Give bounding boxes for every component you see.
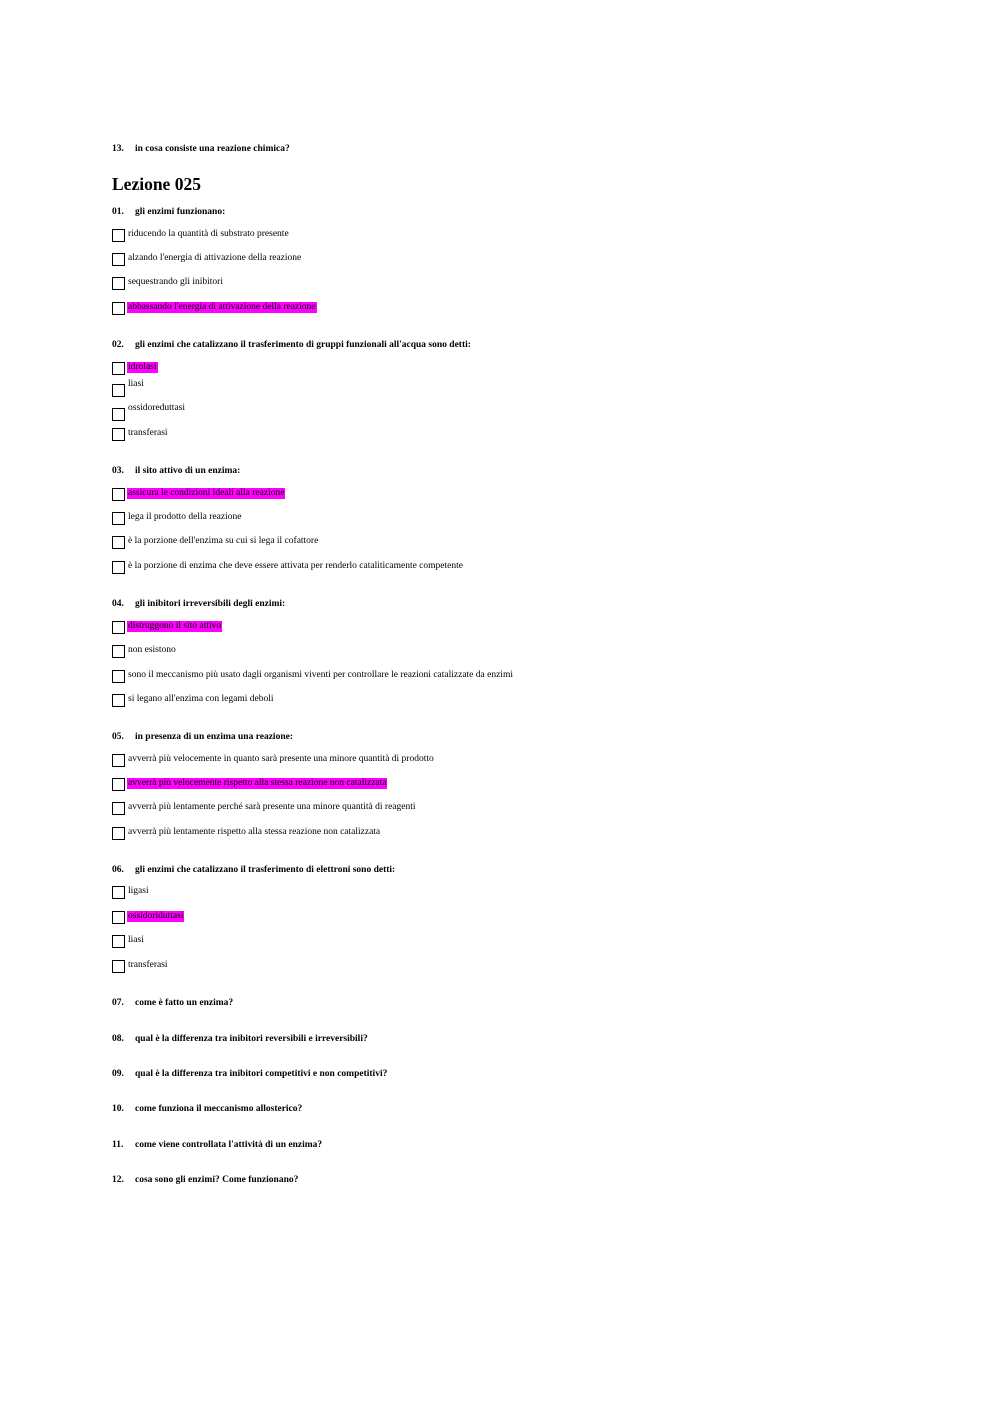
open-question: [112, 998, 233, 1008]
answer-checkbox[interactable]: [112, 512, 125, 525]
answer-text: è la porzione di enzima che deve essere attivata per renderlo cataliticamente competente: [128, 561, 463, 571]
answer-checkbox[interactable]: [112, 670, 125, 683]
answer-checkbox[interactable]: [112, 302, 125, 315]
answer-text-highlighted: avverrà più velocemente rispetto alla stessa reazione non catalizzata: [128, 778, 387, 788]
answer-text: lega il prodotto della reazione: [128, 512, 242, 522]
answer-text-highlighted: assicura le condizioni ideali alla reazione: [128, 488, 285, 498]
answer-checkbox[interactable]: [112, 277, 125, 290]
question-text: come è fatto un enzima?: [135, 998, 234, 1008]
answer-checkbox[interactable]: [112, 229, 125, 242]
question-number: 10.: [112, 1104, 124, 1114]
answer-checkbox[interactable]: [112, 802, 125, 815]
answer-checkbox[interactable]: [112, 960, 125, 973]
answer-checkbox[interactable]: [112, 408, 125, 421]
answer-text: ligasi: [128, 886, 149, 896]
question-text: gli enzimi che catalizzano il trasferimento di elettroni sono detti:: [135, 865, 396, 875]
answer-checkbox[interactable]: [112, 827, 125, 840]
answer-checkbox[interactable]: [112, 561, 125, 574]
answer-checkbox[interactable]: [112, 754, 125, 767]
question-number: 11.: [112, 1140, 124, 1150]
open-question: [112, 1034, 368, 1044]
answer-text: non esistono: [128, 645, 176, 655]
answer-checkbox[interactable]: [112, 778, 125, 791]
question-number: 05.: [112, 732, 124, 742]
answer-text: avverrà più lentamente rispetto alla stessa reazione non catalizzata: [128, 827, 381, 837]
question-01: [112, 207, 225, 217]
answer-checkbox[interactable]: [112, 935, 125, 948]
lesson-heading: Lezione 025: [112, 174, 201, 194]
question-text: in cosa consiste una reazione chimica?: [135, 144, 290, 154]
answer-checkbox[interactable]: [112, 384, 125, 397]
answer-checkbox[interactable]: [112, 621, 125, 634]
answer-text: sequestrando gli inibitori: [128, 277, 223, 287]
answer-checkbox[interactable]: [112, 911, 125, 924]
question-number: 06.: [112, 865, 124, 875]
question-06: [112, 865, 395, 875]
answer-text: avverrà più lentamente perché sarà presente una minore quantità di reagenti: [128, 802, 416, 812]
answer-text: ossidoreduttasi: [128, 403, 185, 413]
open-question: [112, 1140, 322, 1150]
question-number: 03.: [112, 466, 124, 476]
question-text: gli inibitori irreversibili degli enzimi:: [135, 599, 286, 609]
answer-text-highlighted: ossidoriduttasi: [128, 911, 184, 921]
answer-text: sono il meccanismo più usato dagli organismi viventi per controllare le reazioni catalizzate da enzimi: [128, 670, 513, 680]
answer-text: transferasi: [128, 428, 168, 438]
question-number: 02.: [112, 340, 124, 350]
answer-text: è la porzione dell'enzima su cui si lega il cofattore: [128, 536, 319, 546]
open-question: [112, 1104, 302, 1114]
answer-checkbox[interactable]: [112, 694, 125, 707]
answer-checkbox[interactable]: [112, 645, 125, 658]
answer-checkbox[interactable]: [112, 536, 125, 549]
question-04: [112, 599, 285, 609]
question-02: [112, 340, 471, 350]
question-number: 12.: [112, 1175, 124, 1185]
answer-text: avverrà più velocemente in quanto sarà presente una minore quantità di prodotto: [128, 754, 434, 764]
question-05: [112, 732, 293, 742]
question-text: qual è la differenza tra inibitori reversibili e irreversibili?: [135, 1034, 368, 1044]
question-text: cosa sono gli enzimi? Come funzionano?: [135, 1175, 299, 1185]
answer-checkbox[interactable]: [112, 488, 125, 501]
answer-text: liasi: [128, 935, 144, 945]
answer-text: alzando l'energia di attivazione della reazione: [128, 253, 302, 263]
question-text: qual è la differenza tra inibitori competitivi e non competitivi?: [135, 1069, 388, 1079]
question-text: come funziona il meccanismo allosterico?: [135, 1104, 303, 1114]
question-13: [112, 144, 290, 154]
question-text: come viene controllata l'attività di un enzima?: [135, 1140, 323, 1150]
answer-checkbox[interactable]: [112, 886, 125, 899]
answer-checkbox[interactable]: [112, 362, 125, 375]
question-number: 13.: [112, 144, 124, 154]
answer-text: liasi: [128, 379, 144, 389]
answer-text: si legano all'enzima con legami deboli: [128, 694, 274, 704]
answer-text: transferasi: [128, 960, 168, 970]
question-text: in presenza di un enzima una reazione:: [135, 732, 293, 742]
answer-checkbox[interactable]: [112, 428, 125, 441]
question-number: 09.: [112, 1069, 124, 1079]
answer-checkbox[interactable]: [112, 253, 125, 266]
open-question: [112, 1069, 387, 1079]
question-text: gli enzimi che catalizzano il trasferimento di gruppi funzionali all'acqua sono detti:: [135, 340, 471, 350]
question-number: 08.: [112, 1034, 124, 1044]
open-question: [112, 1175, 298, 1185]
question-number: 01.: [112, 207, 124, 217]
question-text: gli enzimi funzionano:: [135, 207, 226, 217]
answer-text-highlighted: idrolasi: [128, 362, 157, 372]
answer-text-highlighted: abbassando l'energia di attivazione della reazione: [128, 302, 316, 312]
answer-text: riducendo la quantità di substrato presente: [128, 229, 289, 239]
question-number: 07.: [112, 998, 124, 1008]
question-number: 04.: [112, 599, 124, 609]
question-text: il sito attivo di un enzima:: [135, 466, 241, 476]
answer-text-highlighted: distruggono il sito attivo: [128, 621, 222, 631]
question-03: [112, 466, 240, 476]
